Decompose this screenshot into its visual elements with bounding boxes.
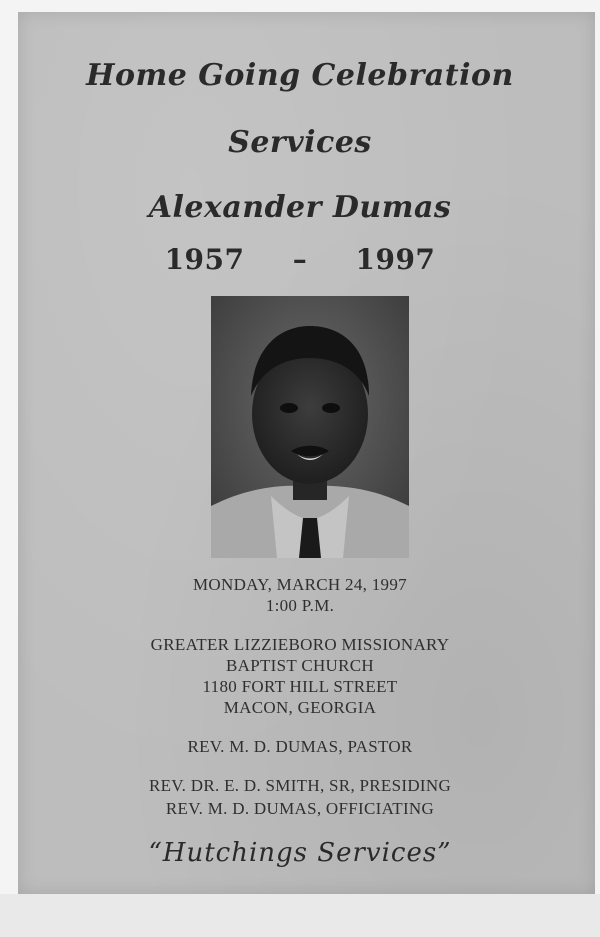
church-name-line-1: GREATER LIZZIEBORO MISSIONARY bbox=[150, 635, 450, 654]
portrait-photo bbox=[211, 296, 409, 558]
service-time: 1:00 P.M. bbox=[265, 596, 335, 615]
presiding-line: REV. DR. E. D. SMITH, SR, PRESIDING bbox=[148, 776, 452, 795]
pastor-line: REV. M. D. DUMAS, PASTOR bbox=[187, 737, 413, 756]
church-address: 1180 FORT HILL STREET bbox=[202, 677, 398, 696]
service-date: MONDAY, MARCH 24, 1997 bbox=[193, 575, 407, 594]
church-city: MACON, GEORGIA bbox=[223, 698, 377, 717]
officiating-line: REV. M. D. DUMAS, OFFICIATING bbox=[165, 799, 435, 818]
heading-line-1: Home Going Celebration bbox=[86, 58, 514, 93]
funeral-home-name: “Hutchings Services” bbox=[148, 838, 452, 868]
scan-bottom-margin bbox=[0, 894, 600, 937]
deceased-name: Alexander Dumas bbox=[148, 190, 452, 225]
church-name-line-2: BAPTIST CHURCH bbox=[226, 656, 374, 675]
portrait-image bbox=[211, 296, 409, 558]
life-years: 1957 – 1997 bbox=[164, 243, 436, 276]
heading-line-2: Services bbox=[228, 125, 372, 160]
